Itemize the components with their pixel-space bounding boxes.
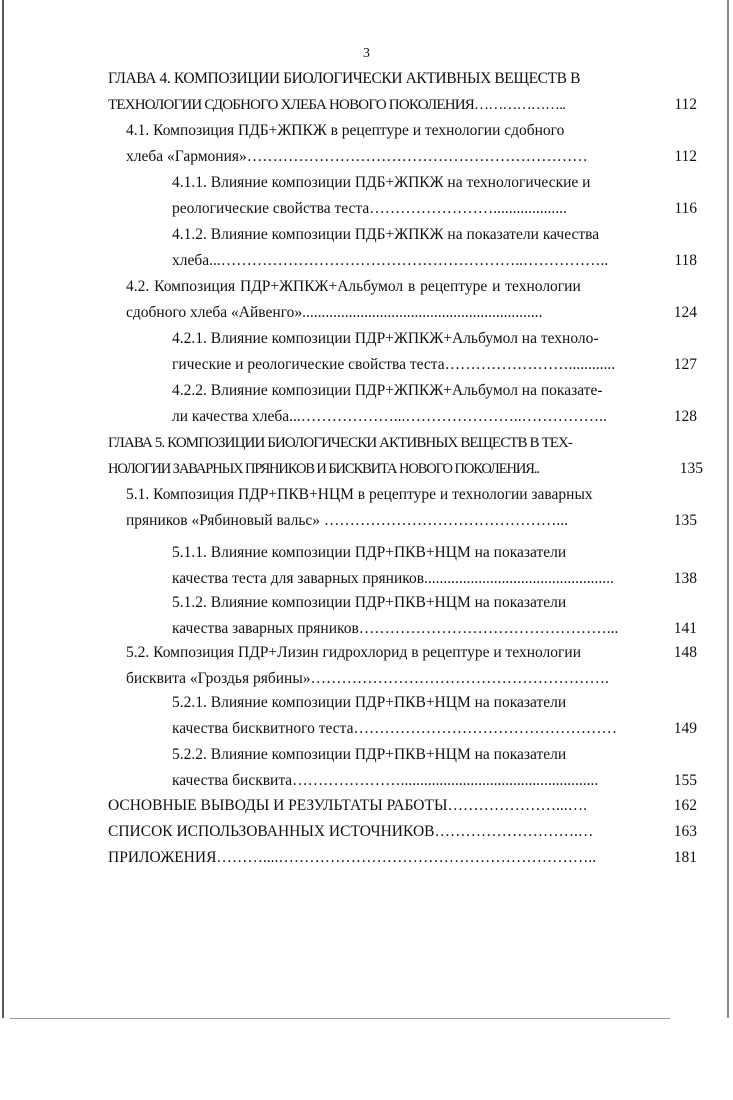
toc-entry-text: качества бисквитного теста…………………………………………… [172,720,618,737]
toc-entry-text: СПИСОК ИСПОЛЬЗОВАННЫХ ИСТОЧНИКОВ……………………….… [108,823,594,840]
toc-entry-text: 5.2. Композиция ПДР+Лизин гидрохлорид в рецептуре и технологии [126,644,581,661]
scan-edge-right [727,0,729,1018]
toc-entry-text: ПРИЛОЖЕНИЯ………....…………………………………………………….. [108,849,597,866]
toc-entry-page: 112 [674,148,697,165]
toc-entry-text: 4.1. Композиция ПДБ+ЖПКЖ в рецептуре и технологии сдобного [126,122,565,139]
toc-entry-text: 5.1. Композиция ПДР+ПКВ+НЦМ в рецептуре и технологии заварных [126,486,593,503]
toc-entry-page: 141 [673,620,697,637]
toc-entry-page: 127 [673,356,697,373]
toc-entry-page: 116 [674,200,697,217]
toc-entry-text: 4.2.1. Влияние композиции ПДР+ЖПКЖ+Альбумол на техноло- [172,330,599,347]
scan-edge-left [2,0,4,1018]
toc-entry-page: 149 [673,720,697,737]
toc-entry-text: ли качества хлеба...………………...…………………..…………….. [172,408,607,425]
toc-entry-page: 148 [673,644,697,661]
toc-entry-text: качества бисквита…………………................................................... [172,772,599,789]
toc-entry-text: пряников «Рябиновый вальс» ………………………………………... [126,512,569,529]
toc-entry-text: 5.2.1. Влияние композиции ПДР+ПКВ+НЦМ на показатели [172,694,567,711]
toc-entry-text: 4.1.2. Влияние композиции ПДБ+ЖПКЖ на показатели качества [172,226,600,243]
toc-entry-page: 135 [679,460,703,477]
toc-entry-text: качества заварных пряников…………………………………………... [172,620,619,637]
toc-entry-text: 5.1.1. Влияние композиции ПДР+ПКВ+НЦМ на показатели [172,544,567,561]
toc-entry-text: 4.2.2. Влияние композиции ПДР+ЖПКЖ+Альбумол на показате- [172,382,603,399]
toc-entry-text: ГЛАВА 4. КОМПОЗИЦИИ БИОЛОГИЧЕСКИ АКТИВНЫХ ВЕЩЕСТВ В [108,70,581,87]
toc-entry-text: хлеба «Гармония»………………………………………………………… [126,148,588,165]
toc-entry-text: 5.1.2. Влияние композиции ПДР+ПКВ+НЦМ на показатели [172,594,567,611]
page-number: 3 [363,46,370,61]
toc-entry-page: 155 [673,772,697,789]
toc-entry-page: 135 [673,512,697,529]
scan-edge-bottom [10,1018,670,1019]
toc-entry-page: 124 [673,304,697,321]
toc-entry-text: бисквита «Гроздья рябины»…………………………………………………. [126,670,609,687]
toc-entry-text: 5.2.2. Влияние композиции ПДР+ПКВ+НЦМ на показатели [172,746,567,763]
toc-entry-text: НОЛОГИИ ЗАВАРНЫХ ПРЯНИКОВ И БИСКВИТА НОВОГО ПОКОЛЕНИЯ.. [108,461,539,477]
toc-entry-page: 138 [673,570,697,587]
toc-entry-text: ОСНОВНЫЕ ВЫВОДЫ И РЕЗУЛЬТАТЫ РАБОТЫ…………………...…. [108,797,587,814]
toc-entry-page: 181 [673,849,697,866]
toc-entry-page: 112 [674,96,697,113]
toc-entry-text: хлеба...…………………………………………………..…………….. [172,252,609,269]
toc-entry-text: реологические свойства теста……………………................... [172,200,567,217]
toc-entry-text: 4.2. Композиция ПДР+ЖПКЖ+Альбумол в рецептуре и технологии [126,278,581,295]
toc-entry-text: качества теста для заварных пряников................................................. [172,570,614,587]
toc-entry-text: ГЛАВА 5. КОМПОЗИЦИИ БИОЛОГИЧЕСКИ АКТИВНЫХ ВЕЩЕСТВ В ТЕХ- [108,435,573,451]
toc-entry-page: 128 [673,408,697,425]
toc-entry-text: ТЕХНОЛОГИИ СДОБНОГО ХЛЕБА НОВОГО ПОКОЛЕНИЯ……………….. [108,97,566,113]
toc-entry-page: 162 [673,797,697,814]
toc-entry-text: 4.1.1. Влияние композиции ПДБ+ЖПКЖ на технологические и [172,174,591,191]
toc-entry-page: 163 [673,823,697,840]
toc-entry-text: сдобного хлеба «Айвенго».............................................................. [126,304,543,321]
toc-entry-text: гические и реологические свойства теста……………………............ [172,356,616,373]
toc-entry-page: 118 [674,252,697,269]
